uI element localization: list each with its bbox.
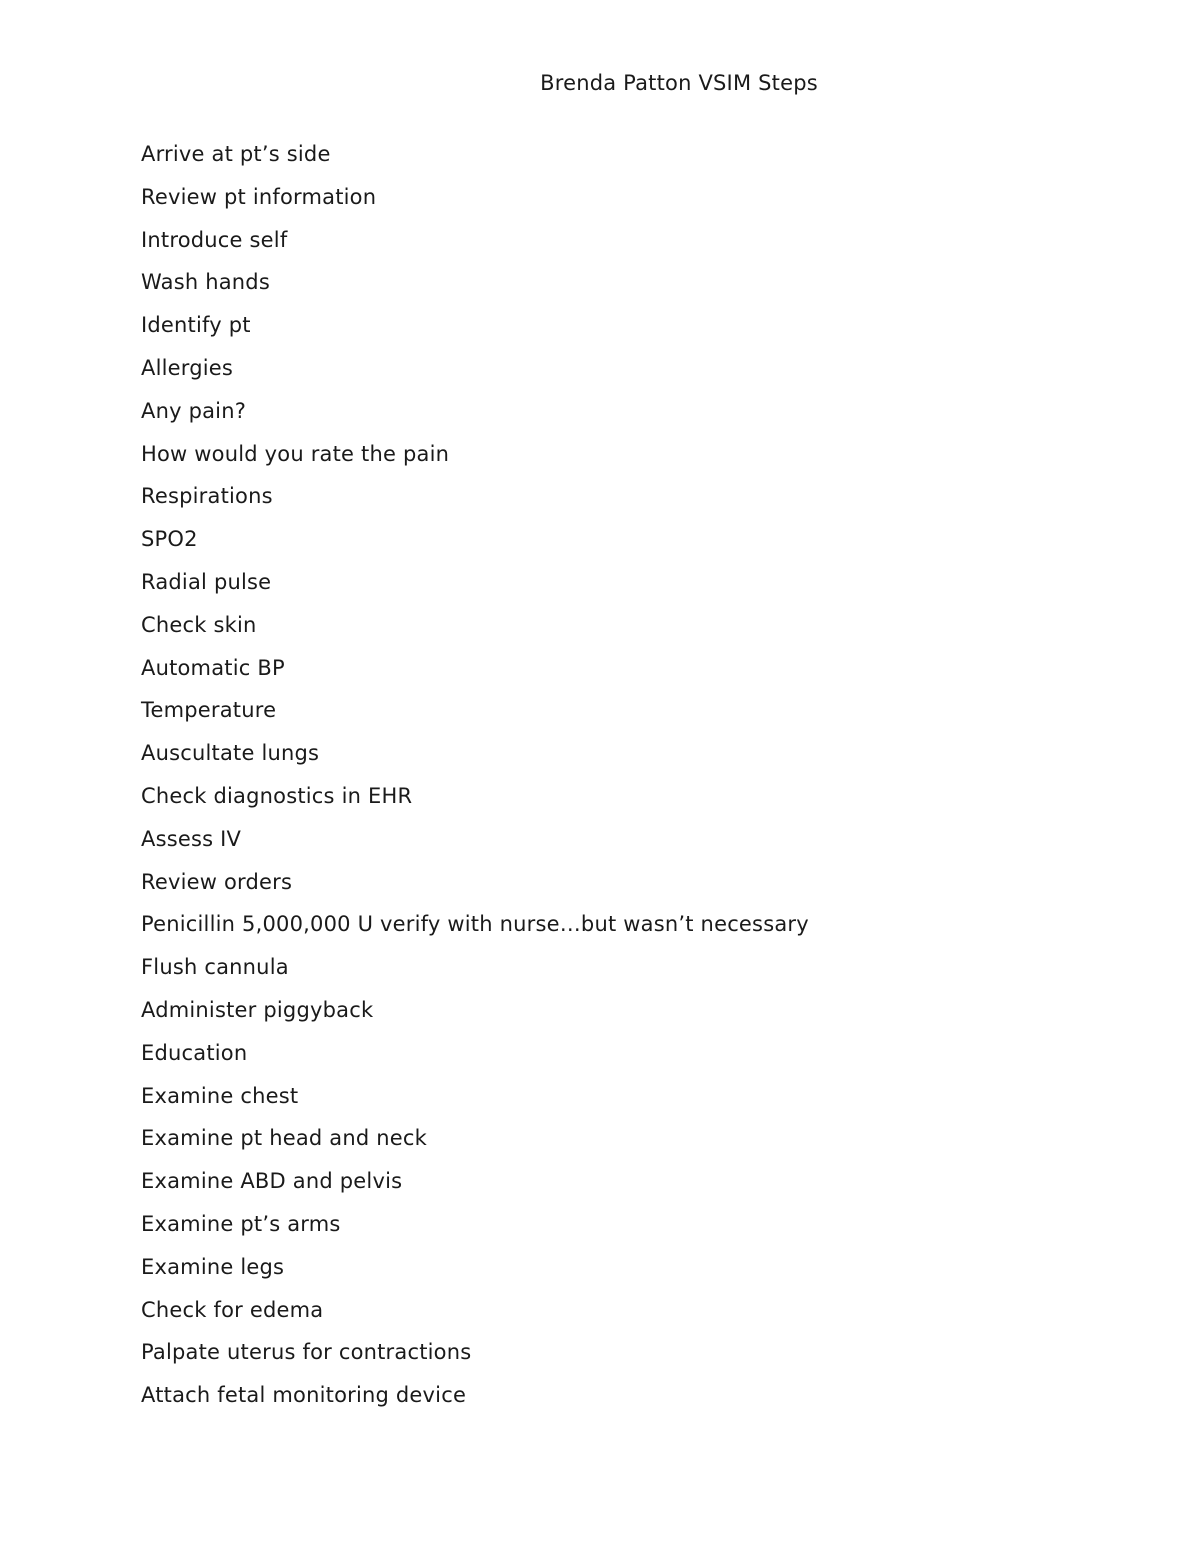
document-title: Brenda Patton VSIM Steps: [540, 71, 818, 95]
step-item: Wash hands: [141, 270, 270, 295]
step-item: Automatic BP: [141, 655, 285, 680]
step-item: How would you rate the pain: [141, 441, 450, 466]
step-item: Radial pulse: [141, 569, 272, 594]
steps-list: [141, 139, 809, 1423]
step-item: Check skin: [141, 612, 257, 637]
step-item: Palpate uterus for contractions: [141, 1340, 472, 1365]
step-item: Allergies: [141, 355, 234, 380]
step-item: Review pt information: [141, 184, 377, 209]
step-item: Check diagnostics in EHR: [141, 783, 413, 808]
step-item: SPO2: [141, 527, 198, 552]
step-item: Review orders: [141, 869, 293, 894]
step-item: Check for edema: [141, 1297, 324, 1322]
step-item: Flush cannula: [141, 955, 289, 980]
step-item: Any pain?: [141, 398, 247, 423]
step-item: Examine pt head and neck: [141, 1126, 428, 1151]
step-item: Examine chest: [141, 1083, 299, 1108]
step-item: Respirations: [141, 484, 273, 509]
step-item: Identify pt: [141, 313, 251, 338]
step-item: Examine legs: [141, 1254, 285, 1279]
step-item: Administer piggyback: [141, 997, 374, 1022]
step-item: Temperature: [141, 698, 277, 723]
step-item: Introduce self: [141, 227, 288, 252]
step-item: Assess IV: [141, 826, 242, 851]
step-item: Education: [141, 1040, 248, 1065]
step-item: Arrive at pt’s side: [141, 142, 331, 166]
step-item: Examine pt’s arms: [141, 1211, 341, 1236]
step-item: Auscultate lungs: [141, 741, 320, 766]
step-item: Penicillin 5,000,000 U verify with nurse…but wasn’t necessary: [141, 912, 809, 937]
step-item: Examine ABD and pelvis: [141, 1169, 403, 1194]
step-item: Attach fetal monitoring device: [141, 1383, 467, 1408]
